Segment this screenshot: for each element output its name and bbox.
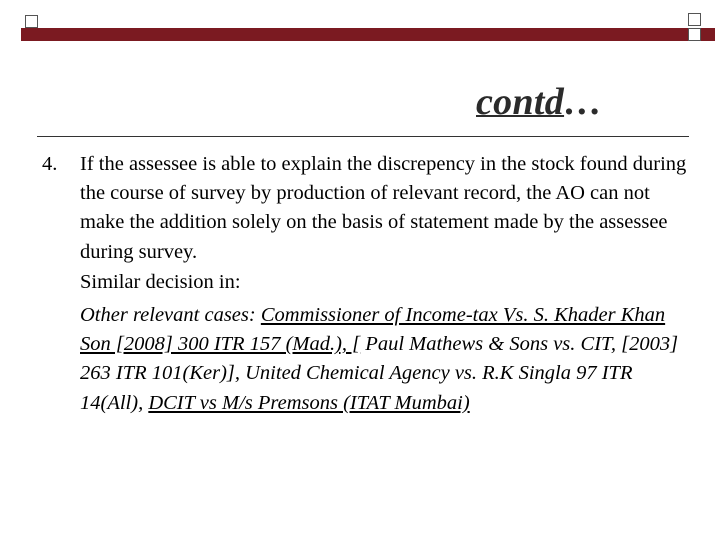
top-accent-bar — [21, 28, 715, 41]
list-item-text: If the assessee is able to explain the discrepency in the stock found during the course of survey by production of relevant record, the AO can not make the addition solely on the basis of statement made by the assessee during survey. — [80, 153, 687, 263]
corner-square-decoration — [688, 28, 701, 41]
slide-body — [42, 150, 692, 418]
cases-intro: Other relevant cases: — [80, 304, 261, 327]
relevant-cases — [42, 301, 692, 418]
list-item-number: 4. — [42, 153, 58, 175]
case-citation-link[interactable]: Commissioner of Income-tax Vs. S. Khader Khan Son [2008] 300 ITR 157 (Mad.), [ — [80, 304, 666, 356]
similar-decision-label: Similar decision in: — [80, 270, 241, 293]
list-item — [42, 150, 692, 267]
slide-title-text: contd — [476, 81, 565, 123]
case-citation-link[interactable]: DCIT vs M/s Premsons (ITAT Mumbai) — [148, 391, 470, 414]
slide-title-ellipsis: … — [564, 81, 603, 123]
corner-square-decoration — [688, 13, 701, 26]
case-citation-text: Paul Mathews & Sons vs. CIT, [2003] 263 ITR 101(Ker)], United Chemical Agency vs. R.K Singla 97 ITR 14(All), — [80, 333, 679, 414]
title-divider — [37, 136, 689, 137]
corner-square-decoration — [25, 15, 38, 28]
slide-title — [476, 80, 602, 124]
